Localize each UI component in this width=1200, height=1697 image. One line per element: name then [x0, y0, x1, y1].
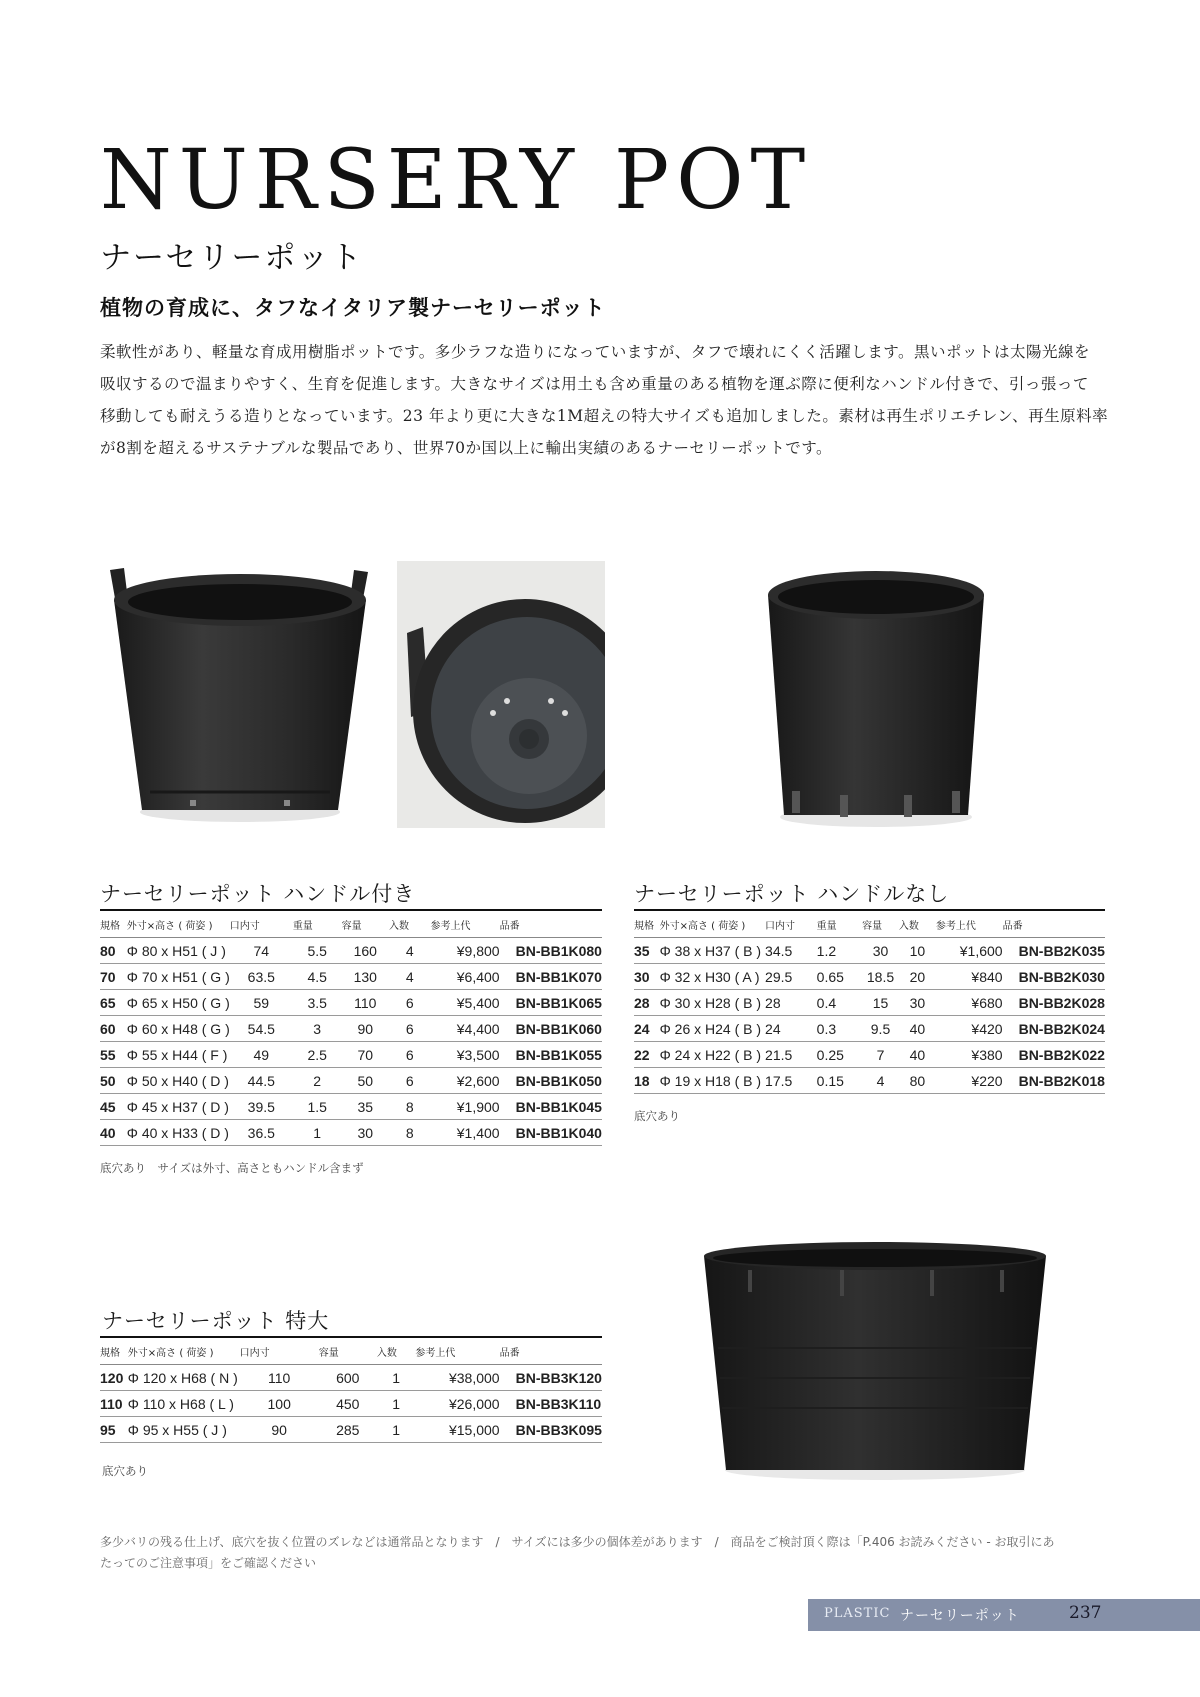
table-row — [100, 1068, 602, 1094]
column-header: 容量 — [342, 910, 389, 938]
table-cell: 90 — [240, 1417, 319, 1443]
table-cell: 63.5 — [230, 964, 293, 990]
table-cell: 4 — [389, 964, 431, 990]
table-row — [100, 1016, 602, 1042]
table-cell: BN-BB1K060 — [500, 1016, 602, 1042]
table-cell: 30 — [899, 990, 936, 1016]
table-cell: Φ 30 x H28 ( B ) — [660, 990, 765, 1016]
table-cell: 4 — [862, 1068, 899, 1094]
table-cell: 2.5 — [293, 1042, 342, 1068]
spec-table-extra-large — [100, 1336, 602, 1443]
table-row — [634, 990, 1105, 1016]
table-cell: 5.5 — [293, 938, 342, 964]
table-row — [634, 938, 1105, 964]
table-cell: 30 — [342, 1120, 389, 1146]
table-row — [100, 938, 602, 964]
table-cell: BN-BB1K065 — [500, 990, 602, 1016]
table-cell: 60 — [100, 1016, 127, 1042]
table-cell: 36.5 — [230, 1120, 293, 1146]
table-cell: 35 — [342, 1094, 389, 1120]
table-cell: 24 — [765, 1016, 817, 1042]
table-cell: 450 — [319, 1391, 377, 1417]
table-cell: 54.5 — [230, 1016, 293, 1042]
table-row — [100, 1365, 602, 1391]
column-header: 参考上代 — [936, 910, 1003, 938]
table-cell: Φ 80 x H51 ( J ) — [127, 938, 230, 964]
table-cell: 6 — [389, 1068, 431, 1094]
column-header: 品番 — [1003, 910, 1105, 938]
footer-notice-line: 多少バリの残る仕上げ、底穴を抜く位置のズレなどは通常品となります / サイズには多少の個体差があります / 商品をご検討頂く際は「P.406 お読みください - お取引にあ — [100, 1535, 1055, 1549]
table-cell: 4.5 — [293, 964, 342, 990]
table-nohandle-title: ナーセリーポット ハンドルなし — [634, 882, 950, 906]
table-cell: 35 — [634, 938, 660, 964]
footer-category-en: PLASTIC — [824, 1606, 891, 1621]
table-cell: ¥220 — [936, 1068, 1003, 1094]
table-cell: BN-BB1K070 — [500, 964, 602, 990]
table-cell: ¥4,400 — [430, 1016, 499, 1042]
table-cell: 50 — [342, 1068, 389, 1094]
table-cell: 49 — [230, 1042, 293, 1068]
intro-line: が8割を超えるサステナブルな製品であり、世界70か国以上に輸出実績のあるナーセリーポットです。 — [100, 439, 832, 457]
table-cell: Φ 95 x H55 ( J ) — [128, 1417, 240, 1443]
table-cell: BN-BB2K028 — [1003, 990, 1105, 1016]
table-cell: 110 — [100, 1391, 128, 1417]
table-cell: 90 — [342, 1016, 389, 1042]
pot-inside-view-photo — [397, 561, 605, 828]
table-cell: 95 — [100, 1417, 128, 1443]
table-cell: 59 — [230, 990, 293, 1016]
table-cell: 50 — [100, 1068, 127, 1094]
table-cell: BN-BB3K095 — [500, 1417, 602, 1443]
column-header: 口内寸 — [230, 910, 293, 938]
table-cell: 20 — [899, 964, 936, 990]
table-cell: 45 — [100, 1094, 127, 1120]
table-cell: 2 — [293, 1068, 342, 1094]
table-cell: 17.5 — [765, 1068, 817, 1094]
table-row — [100, 964, 602, 990]
table-cell: 18 — [634, 1068, 660, 1094]
column-header: 外寸×高さ ( 荷姿 ) — [127, 910, 230, 938]
table-cell: 100 — [240, 1391, 319, 1417]
table-cell: 285 — [319, 1417, 377, 1443]
table-cell: 6 — [389, 1042, 431, 1068]
table-cell: BN-BB1K045 — [500, 1094, 602, 1120]
column-header: 参考上代 — [430, 910, 499, 938]
table-cell: 39.5 — [230, 1094, 293, 1120]
table-cell: BN-BB1K055 — [500, 1042, 602, 1068]
table-xl-title: ナーセリーポット 特大 — [102, 1309, 330, 1333]
table-cell: Φ 45 x H37 ( D ) — [127, 1094, 230, 1120]
table-cell: BN-BB2K030 — [1003, 964, 1105, 990]
table-cell: Φ 32 x H30 ( A ) — [660, 964, 765, 990]
table-row — [100, 1042, 602, 1068]
table-cell: 28 — [634, 990, 660, 1016]
table-cell: Φ 65 x H50 ( G ) — [127, 990, 230, 1016]
table-cell: 40 — [899, 1016, 936, 1042]
table-cell: 0.25 — [817, 1042, 862, 1068]
table-cell: 3 — [293, 1016, 342, 1042]
column-header: 入数 — [377, 1337, 416, 1365]
table-cell: Φ 19 x H18 ( B ) — [660, 1068, 765, 1094]
table-cell: 55 — [100, 1042, 127, 1068]
table-cell: 7 — [862, 1042, 899, 1068]
table-cell: Φ 24 x H22 ( B ) — [660, 1042, 765, 1068]
table-handle-title: ナーセリーポット ハンドル付き — [100, 882, 416, 906]
footer-notice — [100, 1532, 1110, 1574]
table-cell: BN-BB1K050 — [500, 1068, 602, 1094]
table-cell: BN-BB3K120 — [500, 1365, 602, 1391]
table-cell: 28 — [765, 990, 817, 1016]
column-header: 入数 — [389, 910, 431, 938]
column-header: 外寸×高さ ( 荷姿 ) — [660, 910, 765, 938]
table-cell: Φ 60 x H48 ( G ) — [127, 1016, 230, 1042]
intro-paragraph — [100, 336, 1110, 464]
intro-line: 吸収するので温まりやすく、生育を促進します。大きなサイズは用土も含め重量のある植物を運ぶ際に便利なハンドル付きで、引っ張って — [100, 375, 1089, 393]
table-cell: ¥6,400 — [430, 964, 499, 990]
column-header: 口内寸 — [765, 910, 817, 938]
table-cell: 0.15 — [817, 1068, 862, 1094]
table-cell: 34.5 — [765, 938, 817, 964]
table-cell: 0.4 — [817, 990, 862, 1016]
table-cell: 0.65 — [817, 964, 862, 990]
table-cell: BN-BB1K040 — [500, 1120, 602, 1146]
table-row — [634, 1068, 1105, 1094]
table-cell: Φ 70 x H51 ( G ) — [127, 964, 230, 990]
page-subtitle: 植物の育成に、タフなイタリア製ナーセリーポット — [100, 295, 606, 320]
table-cell: BN-BB1K080 — [500, 938, 602, 964]
column-header: 口内寸 — [240, 1337, 319, 1365]
table-cell: BN-BB3K110 — [500, 1391, 602, 1417]
table-cell: 10 — [899, 938, 936, 964]
table-cell: 9.5 — [862, 1016, 899, 1042]
page-number: 237 — [1069, 1603, 1102, 1623]
table-cell: 1 — [293, 1120, 342, 1146]
column-header: 品番 — [500, 910, 602, 938]
table-cell: 22 — [634, 1042, 660, 1068]
intro-line: 柔軟性があり、軽量な育成用樹脂ポットです。多少ラフな造りになっていますが、タフで壊れにくく活躍します。黒いポットは太陽光線を — [100, 343, 1090, 361]
table-xl-note: 底穴あり — [102, 1464, 148, 1478]
table-cell: ¥1,400 — [430, 1120, 499, 1146]
table-cell: 1.2 — [817, 938, 862, 964]
column-header: 容量 — [319, 1337, 377, 1365]
table-cell: 80 — [100, 938, 127, 964]
column-header: 規格 — [100, 1337, 128, 1365]
page-title-japanese: ナーセリーポット — [100, 240, 364, 276]
spec-table-with-handles — [100, 909, 602, 1146]
table-cell: 8 — [389, 1094, 431, 1120]
table-cell: ¥38,000 — [415, 1365, 499, 1391]
table-cell: Φ 110 x H68 ( L ) — [128, 1391, 240, 1417]
table-cell: ¥1,900 — [430, 1094, 499, 1120]
column-header: 重量 — [293, 910, 342, 938]
table-cell: ¥840 — [936, 964, 1003, 990]
table-cell: BN-BB2K024 — [1003, 1016, 1105, 1042]
table-row — [634, 1042, 1105, 1068]
table-cell: 1 — [377, 1417, 416, 1443]
table-cell: 70 — [100, 964, 127, 990]
table-cell: ¥420 — [936, 1016, 1003, 1042]
table-cell: Φ 40 x H33 ( D ) — [127, 1120, 230, 1146]
table-cell: 160 — [342, 938, 389, 964]
table-cell: ¥2,600 — [430, 1068, 499, 1094]
table-cell: BN-BB2K022 — [1003, 1042, 1105, 1068]
table-cell: 1 — [377, 1391, 416, 1417]
table-cell: 1.5 — [293, 1094, 342, 1120]
table-cell: 3.5 — [293, 990, 342, 1016]
table-cell: 74 — [230, 938, 293, 964]
table-cell: ¥380 — [936, 1042, 1003, 1068]
table-cell: ¥9,800 — [430, 938, 499, 964]
pot-extra-large-photo — [700, 1238, 1050, 1482]
page-title: NURSERY POT — [100, 133, 813, 228]
footer-notice-line: たってのご注意事項」をご確認ください — [100, 1556, 317, 1570]
column-header: 入数 — [899, 910, 936, 938]
table-handle-note: 底穴あり サイズは外寸、高さともハンドル含まず — [100, 1161, 364, 1175]
table-nohandle-note: 底穴あり — [634, 1109, 680, 1123]
table-row — [100, 990, 602, 1016]
column-header: 規格 — [634, 910, 660, 938]
table-cell: ¥3,500 — [430, 1042, 499, 1068]
table-cell: Φ 55 x H44 ( F ) — [127, 1042, 230, 1068]
table-cell: 21.5 — [765, 1042, 817, 1068]
table-row — [634, 1016, 1105, 1042]
table-cell: 18.5 — [862, 964, 899, 990]
table-cell: 30 — [634, 964, 660, 990]
column-header: 規格 — [100, 910, 127, 938]
table-cell: 24 — [634, 1016, 660, 1042]
table-cell: ¥680 — [936, 990, 1003, 1016]
table-row — [100, 1094, 602, 1120]
table-cell: 4 — [389, 938, 431, 964]
table-header-row — [100, 910, 602, 938]
table-cell: BN-BB2K018 — [1003, 1068, 1105, 1094]
table-header-row — [100, 1337, 602, 1365]
pot-without-handles-photo — [760, 565, 992, 830]
column-header: 品番 — [500, 1337, 602, 1365]
intro-line: 移動しても耐えうる造りとなっています。23 年より更に大きな1M超えの特大サイズも追加しました。素材は再生ポリエチレン、再生原料率 — [100, 407, 1109, 425]
table-cell: 120 — [100, 1365, 128, 1391]
table-header-row — [634, 910, 1105, 938]
table-cell: BN-BB2K035 — [1003, 938, 1105, 964]
table-cell: ¥5,400 — [430, 990, 499, 1016]
table-cell: 8 — [389, 1120, 431, 1146]
table-row — [100, 1120, 602, 1146]
table-cell: 65 — [100, 990, 127, 1016]
table-cell: ¥1,600 — [936, 938, 1003, 964]
spec-table-without-handles — [634, 909, 1105, 1094]
table-cell: Φ 50 x H40 ( D ) — [127, 1068, 230, 1094]
table-cell: Φ 120 x H68 ( N ) — [128, 1365, 240, 1391]
table-cell: Φ 38 x H37 ( B ) — [660, 938, 765, 964]
table-cell: ¥15,000 — [415, 1417, 499, 1443]
table-cell: 6 — [389, 1016, 431, 1042]
table-cell: 6 — [389, 990, 431, 1016]
table-cell: ¥26,000 — [415, 1391, 499, 1417]
column-header: 重量 — [817, 910, 862, 938]
table-cell: 0.3 — [817, 1016, 862, 1042]
table-cell: 130 — [342, 964, 389, 990]
pot-with-handles-photo — [94, 560, 384, 830]
column-header: 参考上代 — [415, 1337, 499, 1365]
table-row — [100, 1417, 602, 1443]
table-cell: 15 — [862, 990, 899, 1016]
table-cell: 110 — [240, 1365, 319, 1391]
column-header: 外寸×高さ ( 荷姿 ) — [128, 1337, 240, 1365]
table-row — [634, 964, 1105, 990]
column-header: 容量 — [862, 910, 899, 938]
table-cell: 40 — [899, 1042, 936, 1068]
table-cell: 1 — [377, 1365, 416, 1391]
table-cell: 40 — [100, 1120, 127, 1146]
table-cell: 80 — [899, 1068, 936, 1094]
table-cell: 70 — [342, 1042, 389, 1068]
table-cell: 30 — [862, 938, 899, 964]
table-cell: Φ 26 x H24 ( B ) — [660, 1016, 765, 1042]
table-cell: 29.5 — [765, 964, 817, 990]
footer-category-jp: ナーセリーポット — [900, 1608, 1020, 1624]
footer-category-bar — [808, 1599, 1200, 1631]
table-cell: 44.5 — [230, 1068, 293, 1094]
table-cell: 110 — [342, 990, 389, 1016]
table-row — [100, 1391, 602, 1417]
table-cell: 600 — [319, 1365, 377, 1391]
